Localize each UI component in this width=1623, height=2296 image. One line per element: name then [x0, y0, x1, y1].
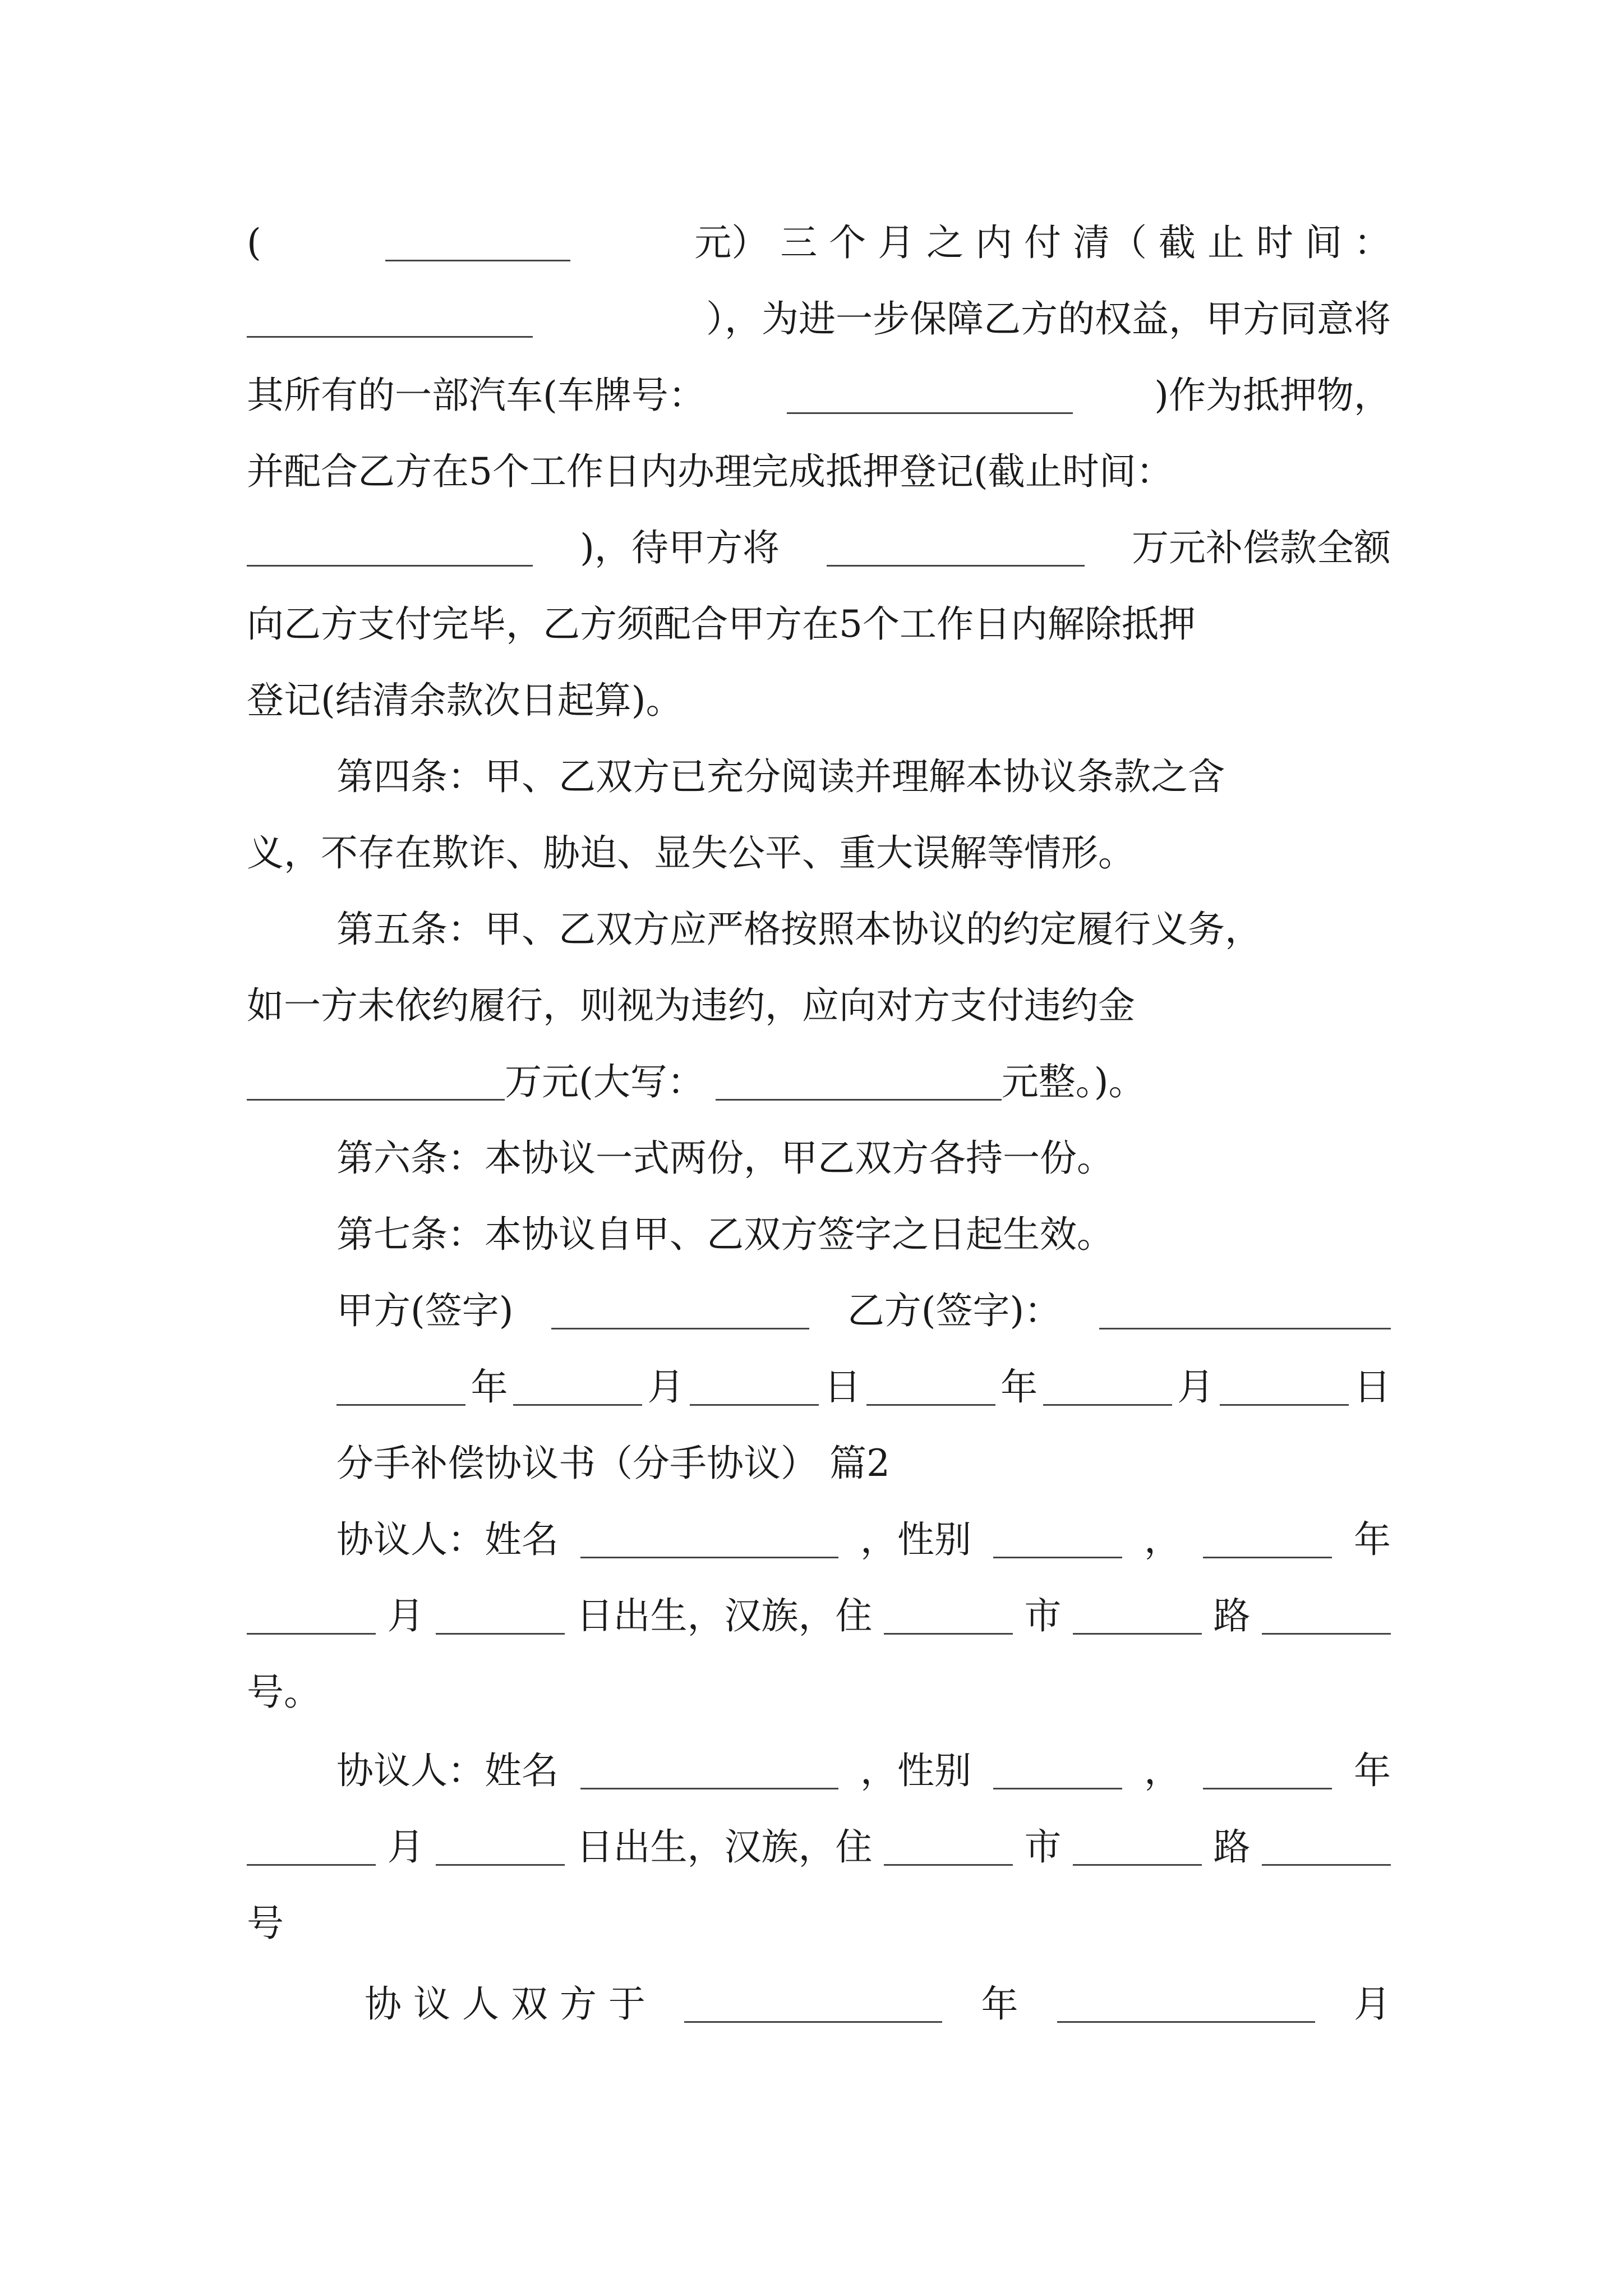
text-segment: ，: [1144, 1518, 1181, 1561]
text-segment: 日出生，汉族，住: [576, 1594, 873, 1637]
text-segment: 路: [1213, 1594, 1251, 1637]
text-line: [247, 801, 1391, 878]
text-line: [247, 420, 1391, 497]
birth-month-field[interactable]: [247, 1827, 376, 1866]
text-segment: 月: [647, 1365, 685, 1409]
gender-field[interactable]: [993, 1520, 1122, 1558]
text-segment: ），为进一步保障乙方的权益，甲方同意将: [706, 297, 1391, 341]
city-field[interactable]: [884, 1596, 1013, 1635]
text-segment: 月: [1353, 1982, 1391, 2026]
text-line: [336, 725, 1391, 802]
text-segment: 其所有的一部汽车(车牌号：: [247, 374, 706, 417]
text-segment: 市: [1024, 1825, 1062, 1869]
party-b-signature-field[interactable]: [1099, 1291, 1391, 1329]
text-segment: 市: [1024, 1594, 1062, 1637]
text-segment: 日: [1353, 1365, 1391, 1409]
text-segment: ，性别: [860, 1518, 971, 1561]
text-segment: ，: [1144, 1749, 1181, 1792]
day-field[interactable]: [1220, 1367, 1349, 1406]
text-segment: 元整。)。: [1001, 1060, 1146, 1103]
text-line: [247, 496, 1391, 573]
text-line: [247, 648, 1391, 726]
clause-5: 第五条：甲、乙双方应严格按照本协议的约定履行义务，: [336, 908, 1262, 951]
text-line: [247, 1871, 1391, 1949]
text-segment: ，性别: [860, 1749, 971, 1792]
clause-6: 第六条：本协议一式两份，甲乙双方各持一份。: [336, 1137, 1114, 1180]
penalty-amount-field[interactable]: [247, 1062, 505, 1101]
text-line: [247, 1030, 1391, 1107]
text-segment: 协议人：姓名: [336, 1749, 559, 1792]
text-line: [247, 1795, 1391, 1872]
blank-field[interactable]: [385, 223, 570, 261]
text-segment: 万元补偿款全额: [1131, 526, 1391, 569]
text-segment: 日: [824, 1365, 861, 1409]
text-segment: 如一方未依约履行，则视为违约，应向对方支付违约金: [247, 984, 1135, 1027]
text-segment: (: [247, 221, 261, 264]
text-line: [247, 1640, 1391, 1718]
text-segment: 元） 三 个 月 之 内 付 清（ 截 止 时 间 ：: [694, 221, 1391, 264]
text-segment: 号。: [247, 1671, 321, 1714]
road-field[interactable]: [1073, 1596, 1202, 1635]
text-segment: 向乙方支付完毕，乙方须配合甲方在5个工作日内解除抵押: [247, 602, 1196, 646]
text-line: [247, 954, 1391, 1031]
number-field[interactable]: [1262, 1596, 1391, 1635]
text-line: [336, 1411, 1391, 1489]
text-segment: 义，不存在欺诈、胁迫、显失公平、重大误解等情形。: [247, 831, 1135, 875]
text-line: [336, 1182, 1391, 1260]
party-a-signature-field[interactable]: [551, 1291, 809, 1329]
city-field[interactable]: [884, 1827, 1013, 1866]
birth-year-field[interactable]: [1203, 1520, 1332, 1558]
text-segment: )，待甲方将: [580, 526, 780, 569]
blank-field[interactable]: [247, 528, 533, 567]
day-field[interactable]: [690, 1367, 819, 1406]
road-field[interactable]: [1073, 1827, 1202, 1866]
year-field[interactable]: [336, 1367, 465, 1406]
number-field[interactable]: [1262, 1827, 1391, 1866]
text-line: [247, 191, 1391, 268]
text-line: [336, 1106, 1391, 1184]
text-segment: 年: [1354, 1749, 1391, 1792]
clause-4: 第四条：甲、乙双方已充分阅读并理解本协议条款之含: [336, 755, 1225, 798]
blank-field[interactable]: [827, 528, 1085, 567]
name-field[interactable]: [580, 1751, 838, 1789]
signature-line: [336, 1259, 1391, 1336]
text-line: [247, 267, 1391, 344]
text-segment: 年: [1000, 1365, 1038, 1409]
text-line: [336, 877, 1391, 955]
text-segment: 月: [1177, 1365, 1215, 1409]
text-segment: 年: [981, 1982, 1018, 2026]
blank-field[interactable]: [247, 299, 533, 338]
text-segment: 日出生，汉族，住: [576, 1825, 873, 1869]
month-field[interactable]: [1043, 1367, 1172, 1406]
section-heading: 分手补偿协议书（分手协议） 篇2: [336, 1442, 890, 1485]
text-segment: 协 议 人 双 方 于: [365, 1982, 645, 2026]
birth-month-field[interactable]: [247, 1596, 376, 1635]
text-segment: 登记(结清余款次日起算)。: [247, 679, 683, 722]
text-segment: 月: [387, 1594, 425, 1637]
text-line: [247, 572, 1391, 650]
date-line: [336, 1335, 1391, 1412]
text-line: [247, 343, 1391, 421]
clause-7: 第七条：本协议自甲、乙双方签字之日起生效。: [336, 1213, 1114, 1256]
license-plate-field[interactable]: [787, 375, 1073, 414]
agreement-year-field[interactable]: [684, 1984, 942, 2023]
month-field[interactable]: [513, 1367, 642, 1406]
text-segment: 路: [1213, 1825, 1251, 1869]
text-line: [365, 1952, 1391, 2030]
text-segment: 协议人：姓名: [336, 1518, 559, 1561]
name-field[interactable]: [580, 1520, 838, 1558]
text-segment: 万元(大写：: [505, 1060, 704, 1103]
text-segment: 月: [387, 1825, 425, 1869]
text-segment: 年: [1354, 1518, 1391, 1561]
party-a-signature-label: 甲方(签字): [336, 1289, 514, 1332]
text-segment: 并配合乙方在5个工作日内办理完成抵押登记(截止时间：: [247, 450, 1173, 493]
text-segment: )作为抵押物，: [1154, 374, 1391, 417]
penalty-amount-words-field[interactable]: [716, 1062, 1002, 1101]
birth-day-field[interactable]: [436, 1596, 565, 1635]
text-segment: 号: [247, 1902, 284, 1945]
year-field[interactable]: [866, 1367, 995, 1406]
party-b-signature-label: 乙方(签字)：: [847, 1289, 1062, 1332]
birth-year-field[interactable]: [1203, 1751, 1332, 1789]
text-line: [247, 1564, 1391, 1641]
text-line: [336, 1719, 1391, 1796]
text-segment: 年: [471, 1365, 508, 1409]
birth-day-field[interactable]: [436, 1827, 565, 1866]
agreement-month-field[interactable]: [1057, 1984, 1315, 2023]
text-line: [336, 1488, 1391, 1565]
gender-field[interactable]: [993, 1751, 1122, 1789]
